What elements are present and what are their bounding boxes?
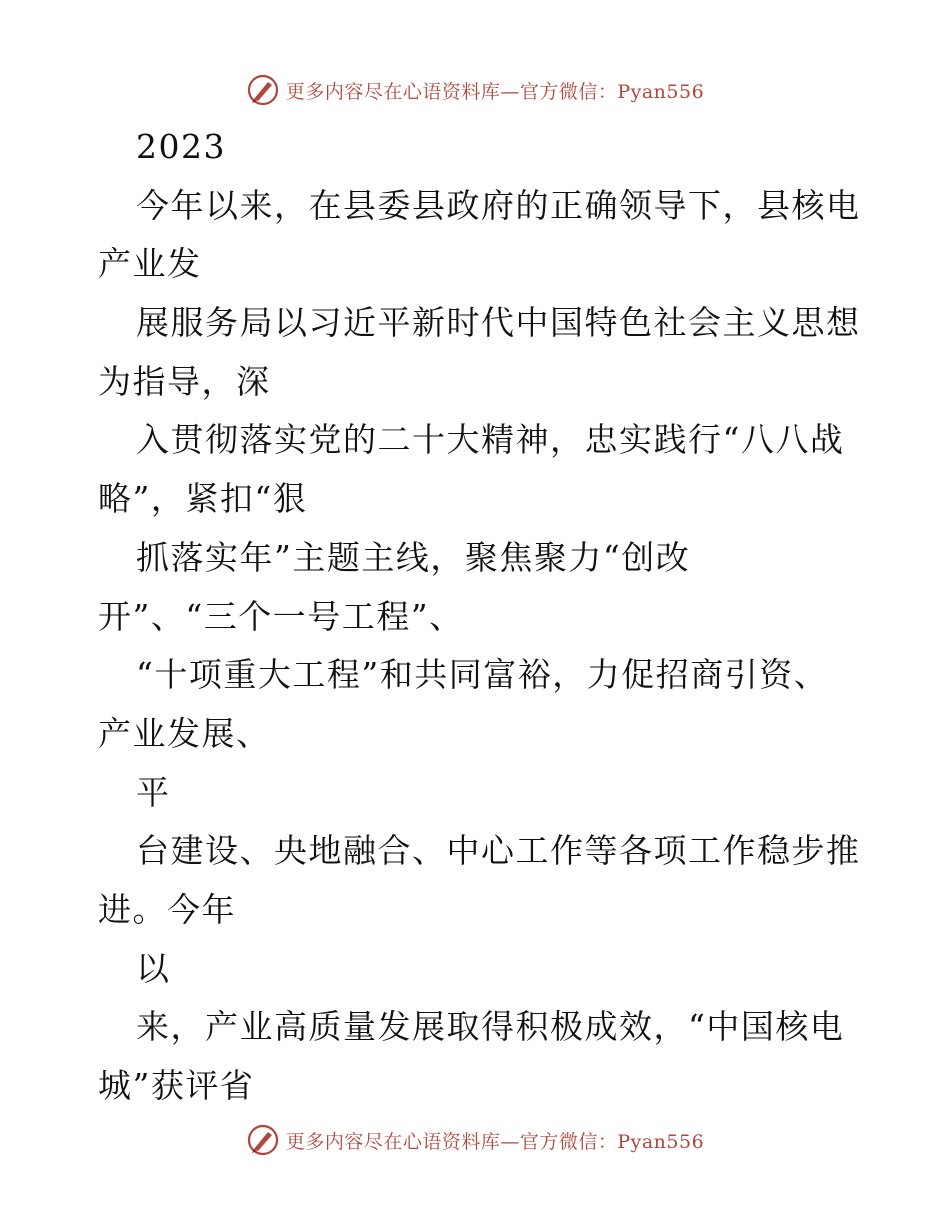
text-line: 入贯彻落实党的二十大精神，忠实践行“八八战 (136, 420, 845, 460)
text-line: 为指导，深 (98, 361, 271, 401)
footer-banner (0, 1120, 950, 1160)
text-line: 平 (136, 772, 171, 812)
pen-logo-icon (246, 73, 280, 107)
text-line: 略”，紧扣“狠 (98, 479, 308, 519)
text-line: 开”、“三个一号工程”、 (98, 596, 464, 636)
footer-banner-text[interactable]: 更多内容尽在心语资料库—官方微信：Pyan556 (285, 1130, 705, 1153)
text-line: 城”获评省 (98, 1066, 255, 1105)
text-line: 2023 (136, 127, 226, 166)
text-line: “十项重大工程”和共同富裕，力促招商引资、 (136, 655, 829, 695)
text-line: 以 (136, 948, 171, 988)
pen-logo-icon (246, 1123, 280, 1157)
text-line: 台建设、央地融合、中心工作等各项工作稳步推 (136, 831, 861, 871)
text-line: 今年以来，在县委县政府的正确领导下，县核电 (136, 185, 861, 225)
text-line: 产业发 (98, 244, 202, 284)
text-line: 产业发展、 (98, 713, 271, 753)
text-line: 抓落实年”主题主线，聚焦聚力“创改 (136, 537, 691, 577)
header-banner-text[interactable]: 更多内容尽在心语资料库—官方微信：Pyan556 (285, 80, 705, 103)
text-line: 展服务局以习近平新时代中国特色社会主义思想 (136, 303, 861, 343)
header-banner (0, 70, 950, 110)
text-line: 来，产业高质量发展取得积极成效，“中国核电 (136, 1007, 845, 1047)
document-body (98, 118, 861, 1116)
text-line: 进。今年 (98, 889, 236, 929)
